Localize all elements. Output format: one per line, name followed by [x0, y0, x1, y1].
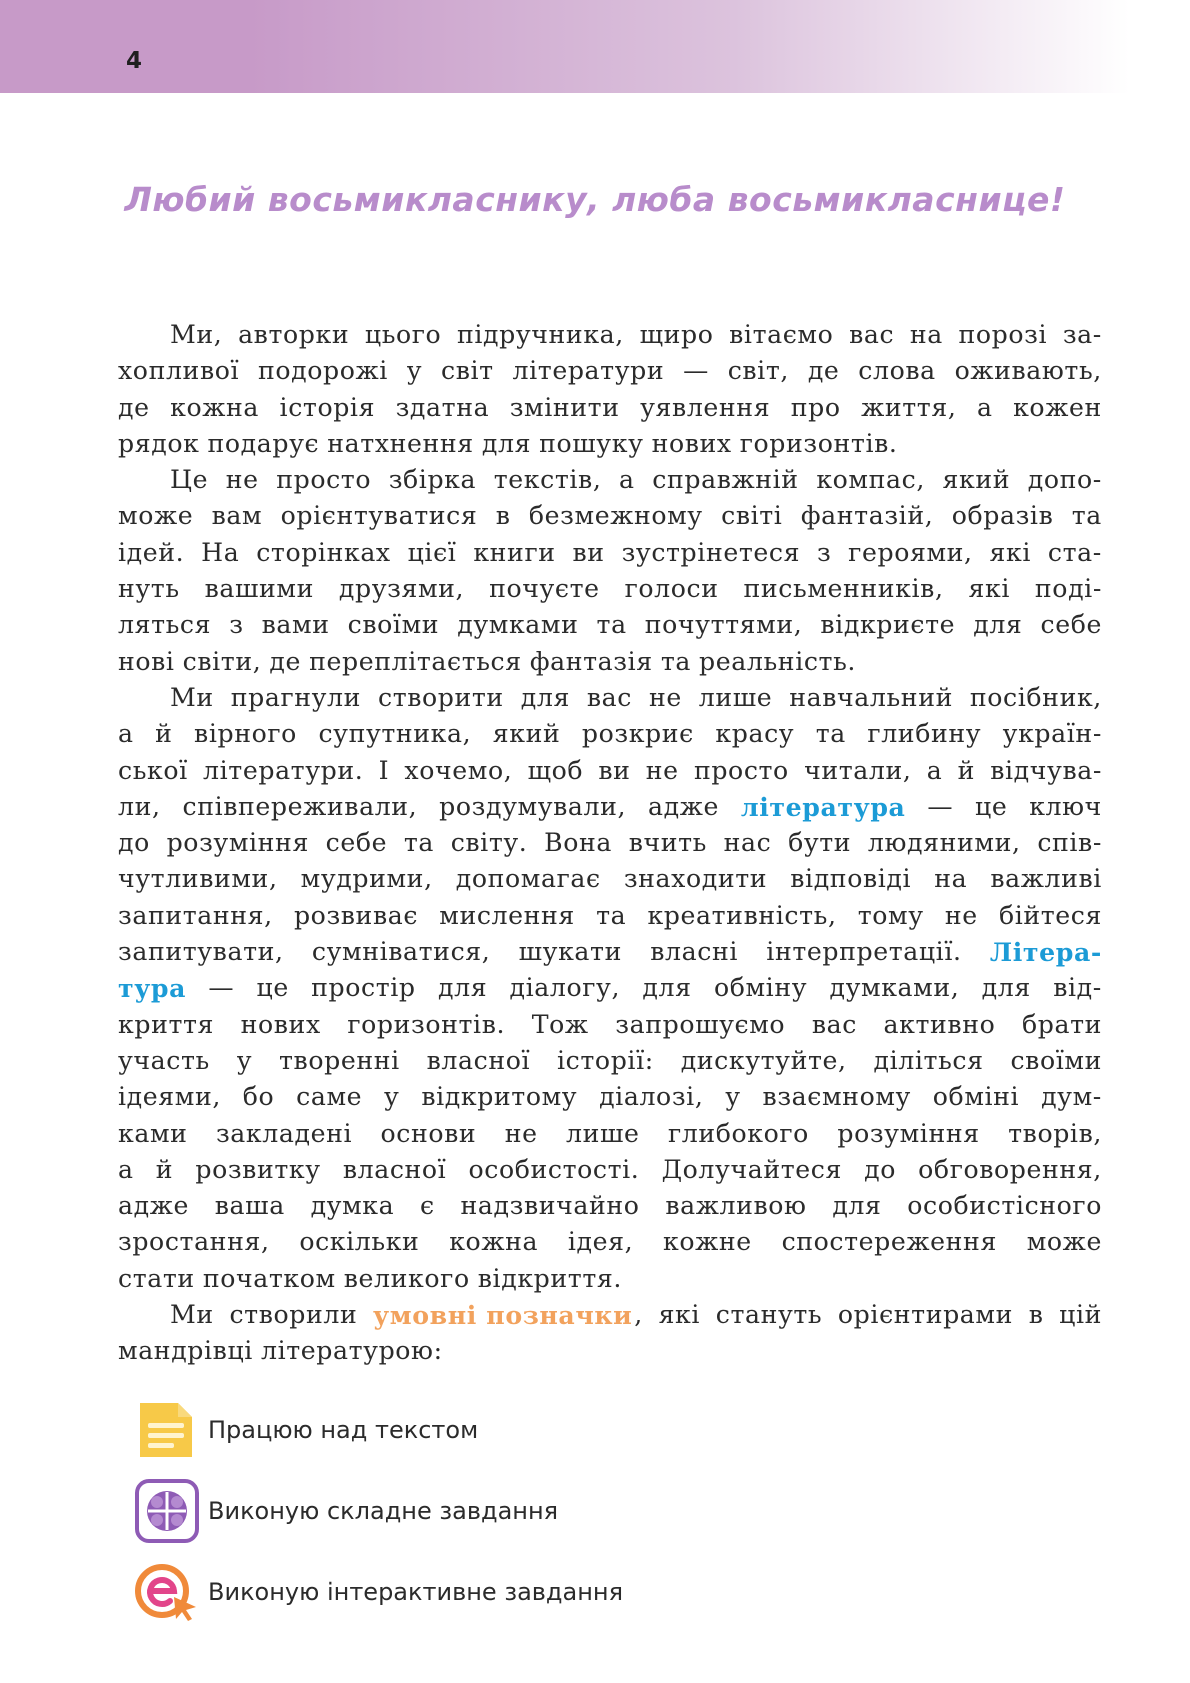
word: у	[236, 1045, 253, 1075]
word: а	[619, 465, 635, 495]
word: цього	[364, 320, 442, 349]
word: шукати	[518, 937, 622, 967]
word: а	[118, 1154, 134, 1184]
word: ви	[572, 537, 605, 567]
word: може	[1026, 1227, 1102, 1257]
word: допо-	[1027, 465, 1102, 495]
word: ли,	[118, 791, 161, 821]
word: ,	[634, 1300, 643, 1330]
text-line	[118, 1079, 1102, 1115]
text-line	[118, 498, 1102, 534]
word: нові	[118, 646, 175, 676]
word: не	[944, 900, 978, 930]
word: з	[816, 537, 832, 567]
word: фантазія	[529, 646, 653, 676]
highlighted-term: Літера-	[989, 937, 1102, 968]
word: нас	[723, 828, 772, 858]
word: просто	[693, 755, 789, 785]
word: хопливої	[118, 356, 240, 386]
interactive-e-icon	[134, 1559, 200, 1625]
word: читали,	[804, 755, 912, 785]
word: глибокого	[667, 1118, 809, 1148]
word: до	[864, 1154, 896, 1184]
word: великого	[343, 1263, 470, 1293]
word: нуть	[118, 574, 180, 604]
word: україн-	[1002, 719, 1102, 749]
word: Ми	[170, 1300, 214, 1330]
legend-item-complex-task	[134, 1479, 558, 1543]
word: ви	[598, 755, 631, 785]
word: ста-	[1047, 537, 1102, 567]
word: запитувати,	[118, 937, 284, 967]
word: власні	[650, 937, 739, 967]
word: простір	[311, 973, 416, 1003]
word: Ми,	[170, 320, 223, 349]
word: бути	[788, 828, 852, 858]
word: авторки	[238, 320, 350, 349]
highlighted-term: умовні позначки	[373, 1300, 633, 1331]
word: для	[981, 973, 1031, 1003]
word: орієнтирами	[837, 1300, 1014, 1330]
word: тому	[857, 900, 924, 930]
word: горизонтів.	[347, 1009, 506, 1039]
word: творенні	[279, 1045, 400, 1075]
word: вашими	[204, 574, 314, 604]
word: вам	[211, 501, 263, 531]
text-line	[118, 1224, 1102, 1260]
word: світу.	[450, 828, 528, 858]
word: Це	[170, 465, 209, 495]
word: лише	[698, 682, 773, 712]
word: для	[642, 973, 692, 1003]
word: порозі	[958, 320, 1048, 349]
word: глибину	[867, 719, 982, 749]
word: про	[790, 392, 841, 422]
word: запитання,	[118, 900, 273, 930]
word: особистісного	[907, 1191, 1102, 1221]
legend-item-text-work	[134, 1398, 478, 1462]
word: збірка	[388, 465, 477, 495]
word: де	[807, 356, 840, 386]
word: орієнтуватися	[280, 501, 478, 531]
word: книги	[473, 537, 556, 567]
word: бо	[242, 1082, 275, 1112]
word: обміні	[932, 1082, 1020, 1112]
word: здатна	[395, 392, 490, 422]
word: зустрінетеся	[621, 537, 801, 567]
word: створили	[229, 1300, 358, 1330]
word: кожна	[449, 1227, 539, 1257]
word: цієї	[407, 537, 457, 567]
word: вас	[586, 682, 632, 712]
word: образів	[951, 501, 1054, 531]
word: з	[229, 610, 244, 640]
word: спів-	[1037, 828, 1102, 858]
word: думками	[457, 610, 579, 640]
word: важливою	[665, 1191, 807, 1221]
word: ключ	[1029, 791, 1102, 821]
word: стануть	[715, 1300, 823, 1330]
word: а	[118, 719, 134, 749]
word: світи,	[182, 646, 262, 676]
word: Долучайтеся	[661, 1154, 842, 1184]
word: стати	[118, 1263, 195, 1293]
word: для	[481, 428, 532, 458]
word: у	[406, 356, 423, 386]
word: й	[957, 755, 975, 785]
word: для	[437, 973, 488, 1003]
word: друзями,	[338, 574, 465, 604]
word: надзвичайно	[460, 1191, 640, 1221]
word: діалогу,	[509, 973, 621, 1003]
word: сторінках	[256, 537, 391, 567]
word: активно	[883, 1009, 996, 1039]
word: поді-	[1034, 574, 1102, 604]
word: діалозі,	[599, 1082, 704, 1112]
word: та	[596, 900, 627, 930]
word: кожна	[170, 392, 260, 422]
word: не	[504, 1118, 538, 1148]
text-line	[118, 898, 1102, 934]
word: навчальний	[789, 682, 953, 712]
word: де	[118, 392, 150, 422]
text-line	[118, 426, 1102, 462]
word: ками	[118, 1118, 188, 1148]
word: які	[968, 574, 1010, 604]
word: є	[420, 1191, 435, 1221]
word: світі	[721, 501, 783, 531]
word: запрошуємо	[615, 1009, 786, 1039]
word: й	[155, 1154, 174, 1184]
word: кожне	[663, 1227, 752, 1257]
word: адже	[118, 1191, 190, 1221]
word: світ,	[727, 356, 789, 386]
word: та	[660, 646, 691, 676]
word: оживають,	[954, 356, 1102, 386]
word: лише	[566, 1118, 640, 1148]
word: почуттями,	[644, 610, 803, 640]
word: нових	[651, 428, 732, 458]
word: дум-	[1041, 1082, 1102, 1112]
word: креативність,	[647, 900, 837, 930]
body-text	[118, 317, 1102, 1370]
word: це	[975, 791, 1008, 821]
word: —	[683, 356, 709, 386]
page-title: Любий восьмикласнику, люба восьмикласнице!	[124, 180, 1066, 219]
word: кожен	[1013, 392, 1102, 422]
word: ваша	[214, 1191, 285, 1221]
text-line	[118, 644, 1102, 680]
word: героями,	[848, 537, 973, 567]
word: спостереження	[781, 1227, 997, 1257]
text-line	[118, 607, 1102, 643]
word: адже	[648, 791, 720, 821]
word: справжній	[652, 465, 799, 495]
word: цій	[1059, 1300, 1102, 1330]
text-line	[118, 1007, 1102, 1043]
word: участь	[118, 1045, 210, 1075]
word: створити	[377, 682, 504, 712]
text-line	[118, 1261, 1102, 1297]
word: відкриття.	[477, 1263, 622, 1293]
word: щоб	[527, 755, 584, 785]
word: супутника,	[318, 719, 472, 749]
word: думками,	[829, 973, 960, 1003]
word: обговорення,	[918, 1154, 1102, 1184]
word: просто	[276, 465, 372, 495]
word: історії:	[557, 1045, 654, 1075]
word: На	[201, 537, 240, 567]
word: літературою:	[260, 1336, 443, 1366]
word: змінити	[509, 392, 620, 422]
word: основи	[380, 1118, 477, 1148]
word: не	[645, 755, 679, 785]
word: творів,	[1008, 1118, 1102, 1148]
word: розвиває	[293, 900, 419, 930]
word: оскільки	[299, 1227, 420, 1257]
word: розкриє	[581, 719, 694, 749]
word: історія	[279, 392, 376, 422]
word: голоси	[624, 574, 719, 604]
word: брати	[1021, 1009, 1102, 1039]
word: саме	[296, 1082, 363, 1112]
word: для	[520, 682, 570, 712]
word: людяними,	[867, 828, 1021, 858]
legend-label: Виконую інтерактивне завдання	[208, 1578, 624, 1606]
word: пошуку	[539, 428, 644, 458]
text-line	[118, 1333, 1102, 1369]
text-line	[118, 535, 1102, 571]
word: Тож	[531, 1009, 589, 1039]
word: до	[118, 828, 150, 858]
word: нових	[240, 1009, 321, 1039]
word: вас	[849, 320, 895, 349]
word: ської	[118, 755, 188, 785]
word: ляться	[118, 610, 212, 640]
word: вами	[261, 610, 330, 640]
word: й	[155, 719, 173, 749]
document-icon	[134, 1397, 200, 1463]
text-line	[118, 571, 1102, 607]
word: у	[384, 1082, 400, 1112]
word: сумніватися,	[311, 937, 491, 967]
text-line	[118, 861, 1102, 897]
word: вас	[811, 1009, 857, 1039]
word: себе	[1040, 610, 1102, 640]
word: це	[256, 973, 289, 1003]
word: Вона	[544, 828, 612, 858]
word: хочемо,	[404, 755, 513, 785]
word: дискутуйте,	[680, 1045, 847, 1075]
word: подарує	[207, 428, 320, 458]
text-line	[118, 970, 1102, 1006]
word: посібник,	[969, 682, 1102, 712]
word: письменників,	[743, 574, 944, 604]
word: уявлення	[640, 392, 771, 422]
word: та	[596, 610, 627, 640]
word: для	[973, 610, 1023, 640]
word: власної	[426, 1045, 531, 1075]
word: для	[832, 1191, 882, 1221]
word: літератури.	[203, 755, 364, 785]
word: —	[927, 791, 954, 821]
word: безмежному	[528, 501, 703, 531]
legend-label: Виконую складне завдання	[208, 1497, 559, 1525]
word: вірного	[194, 719, 297, 749]
word: —	[208, 973, 235, 1003]
word: на	[909, 320, 943, 349]
word: розуміння	[166, 828, 309, 858]
word: ідей.	[118, 537, 185, 567]
word: відчува-	[990, 755, 1102, 785]
word: роздумували,	[439, 791, 627, 821]
word: у	[725, 1082, 741, 1112]
word: своїми	[1010, 1045, 1102, 1075]
word: власної	[342, 1154, 447, 1184]
text-line	[118, 716, 1102, 752]
page-number: 4	[126, 48, 143, 74]
word: переплітається	[309, 646, 522, 676]
word: початком	[202, 1263, 336, 1293]
word: вчить	[628, 828, 707, 858]
text-line	[118, 462, 1102, 498]
highlighted-term: література	[740, 791, 906, 822]
word: не	[648, 682, 682, 712]
word: може	[118, 501, 194, 531]
word: Ми	[170, 682, 214, 712]
word: щиро	[639, 320, 714, 349]
word: ідея,	[567, 1227, 634, 1257]
word: думка	[310, 1191, 395, 1221]
word: та	[815, 719, 846, 749]
word: а	[926, 755, 943, 785]
word: не	[225, 465, 259, 495]
word: знаходити	[623, 864, 768, 894]
word: розуміння	[837, 1118, 980, 1148]
word: літератури	[512, 356, 665, 386]
text-line	[118, 1116, 1102, 1152]
word: криття	[118, 1009, 215, 1039]
word: в	[1028, 1300, 1044, 1330]
word: реальність.	[699, 646, 857, 676]
word: компас,	[816, 465, 925, 495]
legend-item-interactive-task	[134, 1560, 623, 1624]
word: фантазій,	[800, 501, 934, 531]
word: вітаємо	[729, 320, 834, 349]
text-line	[118, 680, 1102, 716]
word: мудрими,	[300, 864, 433, 894]
text-line	[118, 825, 1102, 861]
word: прагнули	[230, 682, 362, 712]
word: співпереживали,	[182, 791, 418, 821]
word: обміну	[713, 973, 808, 1003]
word: де	[269, 646, 302, 676]
word: ідеями,	[118, 1082, 221, 1112]
text-line	[118, 1188, 1102, 1224]
text-line	[118, 789, 1102, 825]
word: слова	[858, 356, 936, 386]
word: допомагає	[455, 864, 601, 894]
text-line	[118, 317, 1102, 353]
word: від-	[1053, 973, 1102, 1003]
word: І	[378, 755, 390, 785]
text-line	[118, 390, 1102, 426]
text-line	[118, 1043, 1102, 1079]
text-line	[118, 1297, 1102, 1333]
word: себе	[325, 828, 388, 858]
word: підручника,	[457, 320, 624, 349]
word: горизонтів.	[739, 428, 898, 458]
word: на	[934, 864, 968, 894]
word: розвитку	[195, 1154, 321, 1184]
word: важливі	[990, 864, 1102, 894]
word: відкриєте	[820, 610, 956, 640]
word: та	[403, 828, 434, 858]
legend-label: Працюю над текстом	[208, 1416, 479, 1444]
word: зростання,	[118, 1227, 270, 1257]
word: який	[492, 719, 561, 749]
word: за-	[1062, 320, 1102, 349]
word: рядок	[118, 428, 200, 458]
word: особистості.	[468, 1154, 640, 1184]
word: закладені	[215, 1118, 353, 1148]
word: відповіді	[790, 864, 912, 894]
word: бійтеся	[998, 900, 1102, 930]
word: діліться	[873, 1045, 984, 1075]
puzzle-brain-icon	[134, 1478, 200, 1544]
word: світ	[441, 356, 494, 386]
word: відкритому	[421, 1082, 578, 1112]
word: натхнення	[327, 428, 474, 458]
text-line	[118, 753, 1102, 789]
text-line	[118, 934, 1102, 970]
header-band	[0, 0, 1130, 93]
word: які	[989, 537, 1032, 567]
word: чутливими,	[118, 864, 278, 894]
highlighted-term: тура	[118, 973, 187, 1004]
text-line	[118, 1152, 1102, 1188]
word: своїми	[347, 610, 440, 640]
word: життя,	[861, 392, 957, 422]
word: подорожі	[257, 356, 388, 386]
word: мандрівці	[118, 1336, 253, 1366]
word: в	[495, 501, 511, 531]
word: почуєте	[489, 574, 600, 604]
word: взаємному	[762, 1082, 911, 1112]
text-line	[118, 353, 1102, 389]
word: інтерпретації.	[766, 937, 962, 967]
word: який	[942, 465, 1011, 495]
word: мислення	[439, 900, 575, 930]
word: та	[1071, 501, 1102, 531]
word: красу	[715, 719, 795, 749]
word: які	[658, 1300, 701, 1330]
word: текстів,	[493, 465, 602, 495]
word: а	[976, 392, 993, 422]
